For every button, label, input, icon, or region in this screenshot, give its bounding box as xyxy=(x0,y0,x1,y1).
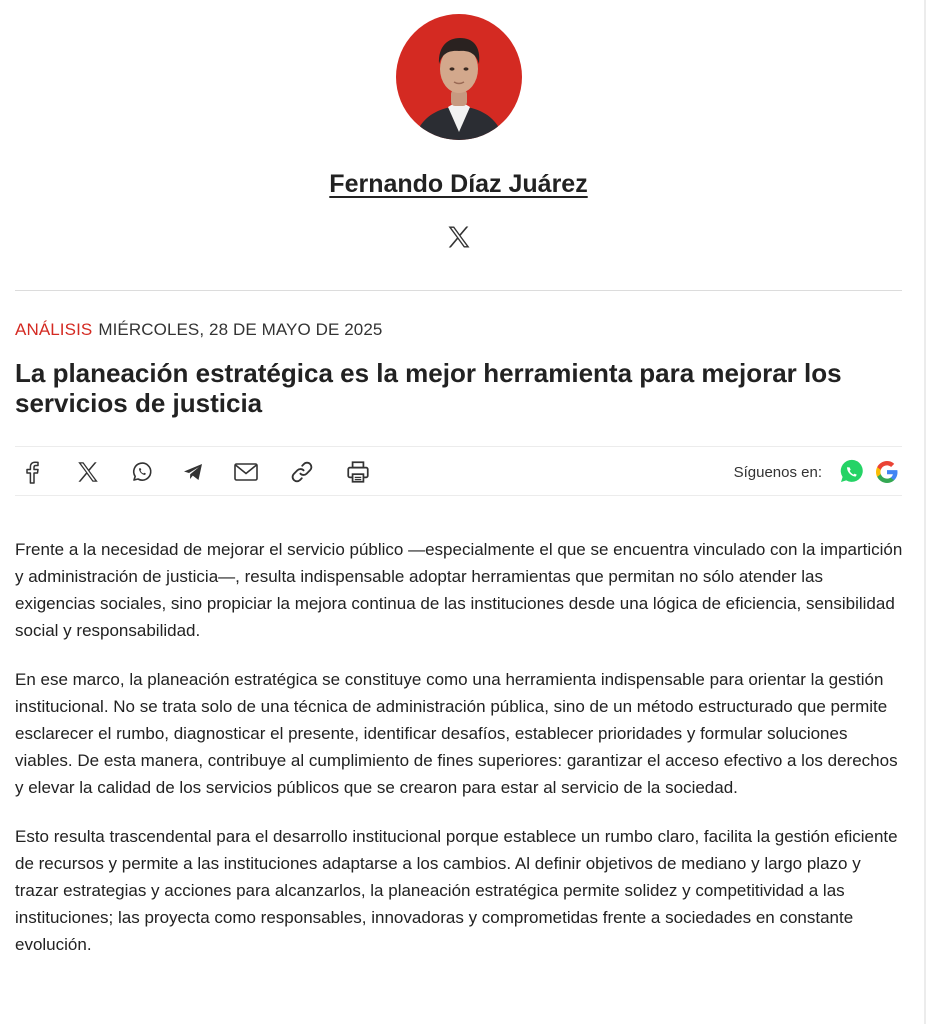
facebook-icon[interactable] xyxy=(17,457,47,487)
x-icon[interactable] xyxy=(445,223,473,251)
author-name-link[interactable]: Fernando Díaz Juárez xyxy=(329,170,588,198)
share-bar xyxy=(15,446,902,496)
x-icon[interactable] xyxy=(73,457,103,487)
article-date: MIÉRCOLES, 28 DE MAYO DE 2025 xyxy=(98,320,383,339)
author-block xyxy=(15,14,902,251)
follow-label: Síguenos en: xyxy=(733,463,822,481)
email-icon[interactable] xyxy=(231,457,261,487)
author-portrait-icon xyxy=(396,14,522,140)
article-headline: La planeación estratégica es la mejor herramienta para mejorar los servicios de justicia xyxy=(15,358,842,418)
article-paragraph: Frente a la necesidad de mejorar el servicio público —especialmente el que se encuentra vinculado con la impartición y administración de justicia—, resulta indispensable adoptar herramientas que permitan no sólo atender las exigencias sociales, sino propiciar la mejora continua de las instituciones desde una lógica de eficiencia, sensibilidad social y responsabilidad. xyxy=(15,540,903,640)
link-icon[interactable] xyxy=(287,457,317,487)
article-body xyxy=(15,536,903,980)
section-link[interactable]: ANÁLISIS xyxy=(15,320,93,339)
article-paragraph: En ese marco, la planeación estratégica se constituye como una herramienta indispensable para orientar la gestión institucional. No se trata solo de una técnica de administración pública, sino de un método estructurado que permite esclarecer el rumbo, diagnosticar el presente, identificar desafíos, establecer prioridades y formular soluciones viables. De esta manera, contribuye al cumplimiento de fines superiores: garantizar el acceso efectivo a los derechos y elevar la calidad de los servicios públicos que se crearon para estar al servicio de la sociedad. xyxy=(15,670,898,797)
whatsapp-icon[interactable] xyxy=(836,457,866,487)
print-icon[interactable] xyxy=(343,457,373,487)
right-scroll-rule xyxy=(924,0,926,1024)
google-icon[interactable] xyxy=(872,457,902,487)
header-divider xyxy=(15,290,902,291)
article-paragraph: Esto resulta trascendental para el desarrollo institucional porque establece un rumbo claro, facilita la gestión eficiente de recursos y permite a las instituciones adaptarse a los cambios. Al definir objetivos de mediano y largo plazo y trazar estrategias y acciones para alcanzarlos, la planeación estratégica permite solidez y competitividad a las instituciones; las proyecta como responsables, innovadoras y comprometidas frente a sociedades en constante evolución. xyxy=(15,827,898,954)
whatsapp-icon[interactable] xyxy=(127,457,157,487)
follow-us xyxy=(734,457,902,487)
article-meta xyxy=(15,320,382,340)
telegram-icon[interactable] xyxy=(178,457,208,487)
author-avatar[interactable] xyxy=(396,14,522,140)
